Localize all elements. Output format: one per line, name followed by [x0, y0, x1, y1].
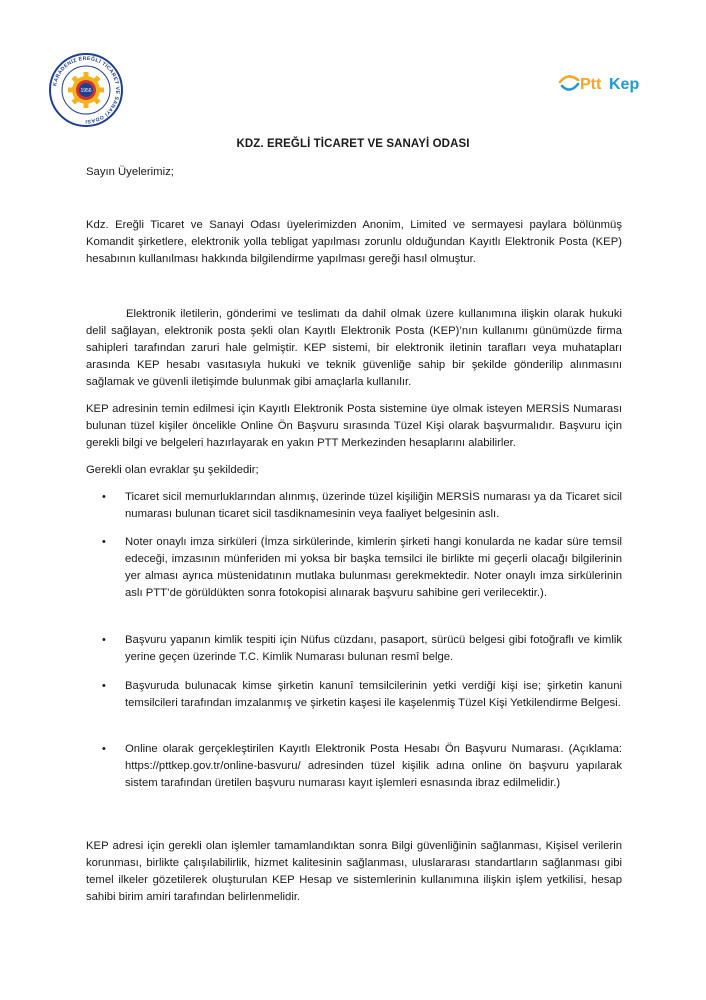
document-title: KDZ. EREĞLİ TİCARET VE SANAYİ ODASI — [236, 138, 470, 150]
list-item: • Online olarak gerçekleştirilen Kayıtlı Elektronik Posta Hesabı Ön Başvuru Numarası. (Açıklama: https://pttkep.gov.tr/online-basvuru/ adresinden tüzel kişilik adına online ön başvuru yapılarak sistem tarafından üretilen başvuru numarası kayıt işlemleri esnasında ibraz edilmelidir.) — [102, 743, 622, 789]
greeting: Sayın Üyelerimiz; — [86, 166, 174, 178]
bullet-icon: • — [102, 680, 106, 692]
envelope-swoosh-icon — [560, 76, 578, 89]
paragraph-application: KEP adresinin temin edilmesi için Kayıtlı Elektronik Posta sistemine üye olmak isteyen MERSİS Numarası bulunan tüzel kişiler öncelikle Online Ön Başvuru sırasında Tüzel Kişi olarak başvurmalıdır. Başvuru için gerekli bilgi ve belgeleri hazırlayarak en yakın PTT Merkezinden hesaplarını alabilirler. — [86, 403, 622, 449]
svg-text:KARADENİZ EREĞLİ TİCARET VE SA: KARADENİZ EREĞLİ TİCARET VE SANAYİ ODASI — [52, 55, 121, 125]
svg-text:Ptt: Ptt — [580, 76, 602, 93]
list-item: • Başvuru yapanın kimlik tespiti için Nüfus cüzdanı, pasaport, sürücü belgesi gibi fotoğraflı ve kimlik yerine geçen üzerinde T.C. Kimlik Numarası bulunan resmî belge. — [102, 634, 622, 663]
bullet-icon: • — [102, 634, 106, 646]
bullet-icon: • — [102, 536, 106, 548]
paragraph-intro: Kdz. Ereğli Ticaret ve Sanayi Odası üyelerimizden Anonim, Limited ve sermayesi paylara bölünmüş Komandit şirketlere, elektronik yolla tebligat yapılması zorunlu olduğundan Kayıtlı Elektronik Posta (KEP) hesabının kullanılması hakkında bilgilendirme yapılması gereği hasıl olmuştur. — [86, 219, 622, 265]
paragraph-closing: KEP adresi için gerekli olan işlemler tamamlandıktan sonra Bilgi güvenliğinin sağlanması, Kişisel verilerin korunması, birlikte çalışılabilirlik, hizmet kalitesinin sağlanması, uluslararası standartların sağlanması gibi temel ilkeler gözetilerek oluşturulan KEP Hesap ve sistemlerinin kullanımına ilişkin işlem yetkilisi, hesap sahibi birim amiri tarafından belirlenmelidir. — [86, 840, 622, 903]
list-item: • Ticaret sicil memurluklarından alınmış, üzerinde tüzel kişiliğin MERSİS numarası ya da Ticaret sicil numarası bulunan ticaret sicil tasdiknamesinin veya faaliyet belgesinin aslı. — [102, 491, 622, 520]
pttkep-logo — [558, 68, 654, 98]
chamber-logo — [48, 52, 124, 128]
svg-text:1956: 1956 — [80, 88, 92, 94]
bullet-icon: • — [102, 491, 106, 503]
list-item: • Noter onaylı imza sirküleri (İmza sirkülerinde, kimlerin şirketi hangi konularda ne kadar süre temsil edeceği, imzasının münferiden mi yoksa bir başka temsilci ile birlikte mi geçerli olacağı bilgilerinin yer alması ayrıca müstenidatının mutlaka bulunması gerekmektedir. Noter onaylı imza sirkülerinin aslı PTT’de görüldükten sonra fotokopisi alınarak başvuru sahibine geri verilecektir.). — [102, 536, 622, 599]
svg-text:Kep: Kep — [609, 76, 640, 93]
list-item: • Başvuruda bulunacak kimse şirketin kanunî temsilcilerinin yetki verdiği kişi ise; şirketin kanuni temsilcileri tarafından imzalanmış ve şirketin kaşesi ile kaşelenmiş Tüzel Kişi Yetkilendirme Belgesi. — [102, 680, 622, 709]
paragraph-required-docs: Gerekli olan evraklar şu şekildedir; — [86, 464, 259, 476]
bullet-icon: • — [102, 743, 106, 755]
paragraph-kep-definition: Elektronik iletilerin, gönderimi ve teslimatı da dahil olmak üzere kullanımına ilişkin olarak hukuki delil sağlayan, elektronik posta şekli olan Kayıtlı Elektronik Posta (KEP)’nın kullanımı günümüzde firma sahipleri tarafından zaruri hale gelmiştir. KEP sistemi, bir elektronik iletinin tarafları veya muhatapları arasında KEP hesabı vasıtasıyla hukuki ve teknik güvenliğe sahip bir şekilde gönderilip alınmasını sağlamak ve güvenli iletişimde bulunmak gibi amaçlarla kullanılır. — [86, 308, 622, 388]
